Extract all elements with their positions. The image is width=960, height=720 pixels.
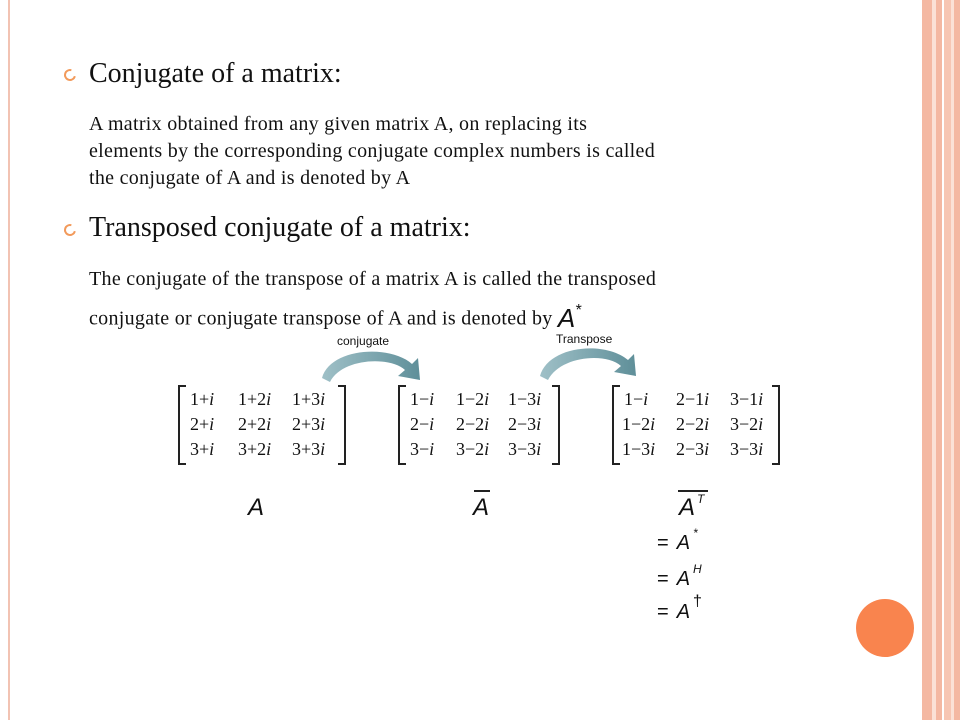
- heading-transposed-conjugate: Transposed conjugate of a matrix:: [89, 212, 471, 243]
- transpose-label: Transpose: [556, 332, 613, 346]
- matrix-cell: 3+3i: [292, 439, 326, 459]
- conjugate-arrow: [322, 352, 420, 382]
- superscript-t: T: [697, 492, 705, 506]
- matrix-cell: 1−i: [410, 389, 435, 409]
- heading-conjugate: Conjugate of a matrix:: [89, 58, 342, 89]
- matrix-cell: 3−i: [410, 439, 435, 459]
- paragraph-line: A matrix obtained from any given matrix A, on replacing its: [89, 113, 588, 135]
- matrix-cell: 2−3i: [676, 439, 710, 459]
- matrix-a-conjugate-transpose: [612, 385, 780, 465]
- matrix-cell: 2+2i: [238, 414, 272, 434]
- paragraph-line: the conjugate of A and is denoted by A: [89, 167, 411, 189]
- matrix-cell: 2−2i: [456, 414, 490, 434]
- paragraph-line: elements by the corresponding conjugate complex numbers is called: [89, 140, 656, 162]
- matrix-a: [178, 385, 346, 465]
- matrix-cell: 3−3i: [508, 439, 542, 459]
- matrix-cell: 1+2i: [238, 389, 272, 409]
- matrix-cell: 1−2i: [456, 389, 490, 409]
- equality-a-dagger: = A †: [657, 593, 702, 623]
- matrix-cell: 2+3i: [292, 414, 326, 434]
- overline-bar: [474, 490, 490, 492]
- matrix-a-label: A: [248, 494, 265, 521]
- matrix-cell: 3−1i: [730, 389, 764, 409]
- matrix-cell: 3+i: [190, 439, 215, 459]
- matrix-cell: 2−3i: [508, 414, 542, 434]
- matrix-cell: 3−2i: [456, 439, 490, 459]
- equality-a-h: = A $^H$: [657, 562, 702, 590]
- a-star-symbol: A*: [557, 302, 583, 333]
- paragraph-line-text: conjugate or conjugate transpose of A and is denoted by: [89, 307, 553, 330]
- matrix-a-conjugate-transpose-label: A $^T$: [679, 492, 705, 521]
- matrix-cell: 3−2i: [730, 414, 764, 434]
- matrix-cell: 1+3i: [292, 389, 326, 409]
- conjugate-label: conjugate: [337, 334, 390, 348]
- matrix-cell: 1−i: [624, 389, 649, 409]
- equality-a-star: = A *: [657, 526, 698, 554]
- matrix-cell: 2−1i: [676, 389, 710, 409]
- matrix-cell: 1−3i: [508, 389, 542, 409]
- paragraph-line: The conjugate of the transpose of a matrix A is called the transposed: [89, 268, 657, 290]
- matrix-cell: 1−2i: [622, 414, 656, 434]
- matrix-cell: 1−3i: [622, 439, 656, 459]
- matrix-a-conjugate-label: A: [473, 494, 490, 521]
- matrix-cell: 2−2i: [676, 414, 710, 434]
- matrix-cell: 2+i: [190, 414, 215, 434]
- matrix-cell: 2−i: [410, 414, 435, 434]
- matrix-cell: 3−3i: [730, 439, 764, 459]
- matrix-cell: 1+i: [190, 389, 215, 409]
- matrix-cell: 3+2i: [238, 439, 272, 459]
- transpose-arrow: [540, 348, 636, 380]
- matrix-a-conjugate: [398, 385, 560, 465]
